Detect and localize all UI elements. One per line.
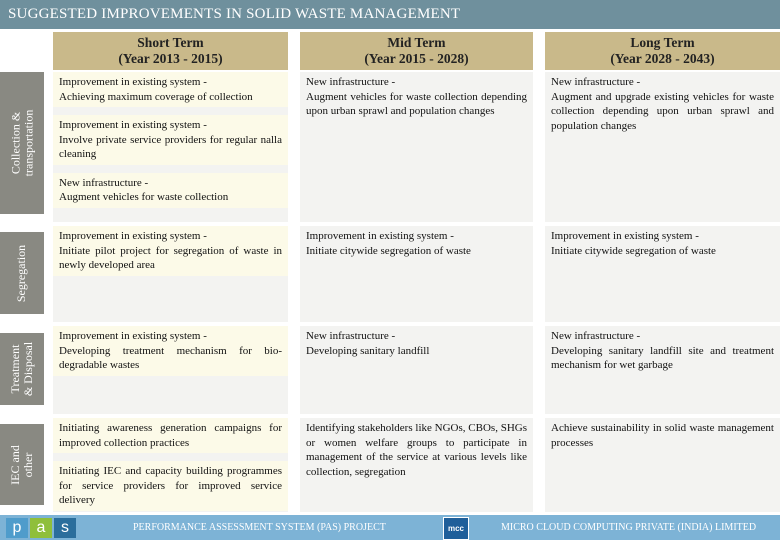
item-text: Initiate pilot project for segregation of waste in newly developed area bbox=[59, 244, 282, 271]
column-years: (Year 2013 - 2015) bbox=[118, 51, 223, 66]
improvement-item bbox=[53, 418, 288, 453]
item-text: Involve private service providers for regular nalla cleaning bbox=[59, 133, 282, 160]
cell-mid-term bbox=[300, 418, 533, 512]
cell-short-term bbox=[53, 226, 288, 322]
improvement-item bbox=[53, 326, 288, 376]
row-label bbox=[0, 232, 44, 314]
row-label-line: IEC and bbox=[8, 444, 22, 485]
improvement-item bbox=[545, 326, 780, 376]
cell-short-term bbox=[53, 418, 288, 512]
cell-long-term bbox=[545, 326, 780, 414]
column-header-long-term bbox=[545, 32, 780, 70]
improvement-item bbox=[300, 226, 533, 261]
item-text: Initiating IEC and capacity building programmes for service providers for improved service delivery bbox=[59, 465, 282, 506]
cell-mid-term bbox=[300, 226, 533, 322]
item-heading: New infrastructure - bbox=[306, 330, 396, 342]
pas-logo-s: s bbox=[54, 518, 76, 538]
page-title: SUGGESTED IMPROVEMENTS IN SOLID WASTE MANAGEMENT bbox=[0, 0, 780, 29]
item-text: Identifying stakeholders like NGOs, CBOs, SHGs or women welfare groups to participate in management of the service at various levels like collection, segregation bbox=[306, 422, 527, 478]
item-heading: Improvement in existing system - bbox=[306, 230, 454, 242]
pas-logo-a: a bbox=[30, 518, 52, 538]
improvement-item bbox=[53, 226, 288, 276]
item-text: Initiating awareness generation campaigns for improved collection practices bbox=[59, 422, 282, 449]
item-heading: New infrastructure - bbox=[306, 76, 396, 88]
column-name: Mid Term bbox=[387, 35, 446, 50]
row-label bbox=[0, 424, 44, 505]
cell-long-term bbox=[545, 226, 780, 322]
column-years: (Year 2015 - 2028) bbox=[364, 51, 469, 66]
column-years: (Year 2028 - 2043) bbox=[610, 51, 715, 66]
item-heading: Improvement in existing system - bbox=[59, 230, 207, 242]
item-heading: Improvement in existing system - bbox=[59, 119, 207, 131]
item-text: Achieving maximum coverage of collection bbox=[59, 90, 253, 103]
row-label bbox=[0, 333, 44, 405]
row-label-line: other bbox=[21, 452, 35, 477]
item-text: Developing sanitary landfill site and treatment mechanism for wet garbage bbox=[551, 344, 774, 371]
row-label-line: Segregation bbox=[14, 244, 29, 302]
cell-long-term bbox=[545, 72, 780, 222]
column-name: Short Term bbox=[137, 35, 204, 50]
cell-mid-term bbox=[300, 326, 533, 414]
improvement-item bbox=[545, 72, 780, 136]
column-header-short-term bbox=[53, 32, 288, 70]
improvement-item bbox=[53, 72, 288, 107]
item-text: Augment vehicles for waste collection bbox=[59, 191, 229, 203]
row-label-line: transportation bbox=[21, 109, 35, 177]
column-name: Long Term bbox=[630, 35, 695, 50]
cell-long-term bbox=[545, 418, 780, 512]
item-heading: New infrastructure - bbox=[551, 330, 641, 342]
item-text: Developing treatment mechanism for bio-degradable wastes bbox=[59, 344, 282, 371]
item-heading: New infrastructure - bbox=[59, 176, 149, 189]
improvement-item bbox=[545, 418, 780, 453]
item-text: Developing sanitary landfill bbox=[306, 344, 430, 357]
improvement-item bbox=[53, 461, 288, 511]
item-heading: New infrastructure - bbox=[551, 76, 641, 88]
row-label-text bbox=[9, 445, 35, 485]
row-label-text bbox=[9, 342, 35, 396]
cell-short-term bbox=[53, 326, 288, 414]
item-heading: Improvement in existing system - bbox=[551, 230, 699, 242]
cell-short-term bbox=[53, 72, 288, 222]
row-label-line: Collection & bbox=[8, 111, 22, 175]
item-text: Initiate citywide segregation of waste bbox=[551, 244, 716, 257]
row-label-line: Treatment bbox=[8, 344, 22, 394]
item-text: Augment and upgrade existing vehicles for waste collection depending upon urban sprawl and population changes bbox=[551, 90, 774, 132]
column-header-mid-term bbox=[300, 32, 533, 70]
row-label-line: & Disposal bbox=[21, 341, 35, 397]
item-heading: Improvement in existing system - bbox=[59, 76, 207, 88]
footer bbox=[0, 515, 780, 540]
pas-logo-p: p bbox=[6, 518, 28, 538]
row-label-text bbox=[9, 110, 35, 177]
improvement-item bbox=[53, 173, 288, 208]
item-text: Augment vehicles for waste collection depending upon urban sprawl and population changes bbox=[306, 90, 527, 117]
item-text: Achieve sustainability in solid waste management processes bbox=[551, 422, 774, 449]
row-label-text bbox=[16, 244, 29, 301]
improvement-item bbox=[53, 115, 288, 165]
item-text: Initiate citywide segregation of waste bbox=[306, 244, 471, 257]
project-name: PERFORMANCE ASSESSMENT SYSTEM (PAS) PROJECT bbox=[133, 522, 386, 533]
improvement-item bbox=[545, 226, 780, 261]
item-heading: Improvement in existing system - bbox=[59, 330, 207, 342]
improvement-item bbox=[300, 418, 533, 482]
improvement-item bbox=[300, 72, 533, 122]
company-name: MICRO CLOUD COMPUTING PRIVATE (INDIA) LIMITED bbox=[501, 522, 757, 533]
cell-mid-term bbox=[300, 72, 533, 222]
improvement-item bbox=[300, 326, 533, 361]
mcc-logo: mcc bbox=[443, 517, 469, 540]
row-label bbox=[0, 72, 44, 214]
